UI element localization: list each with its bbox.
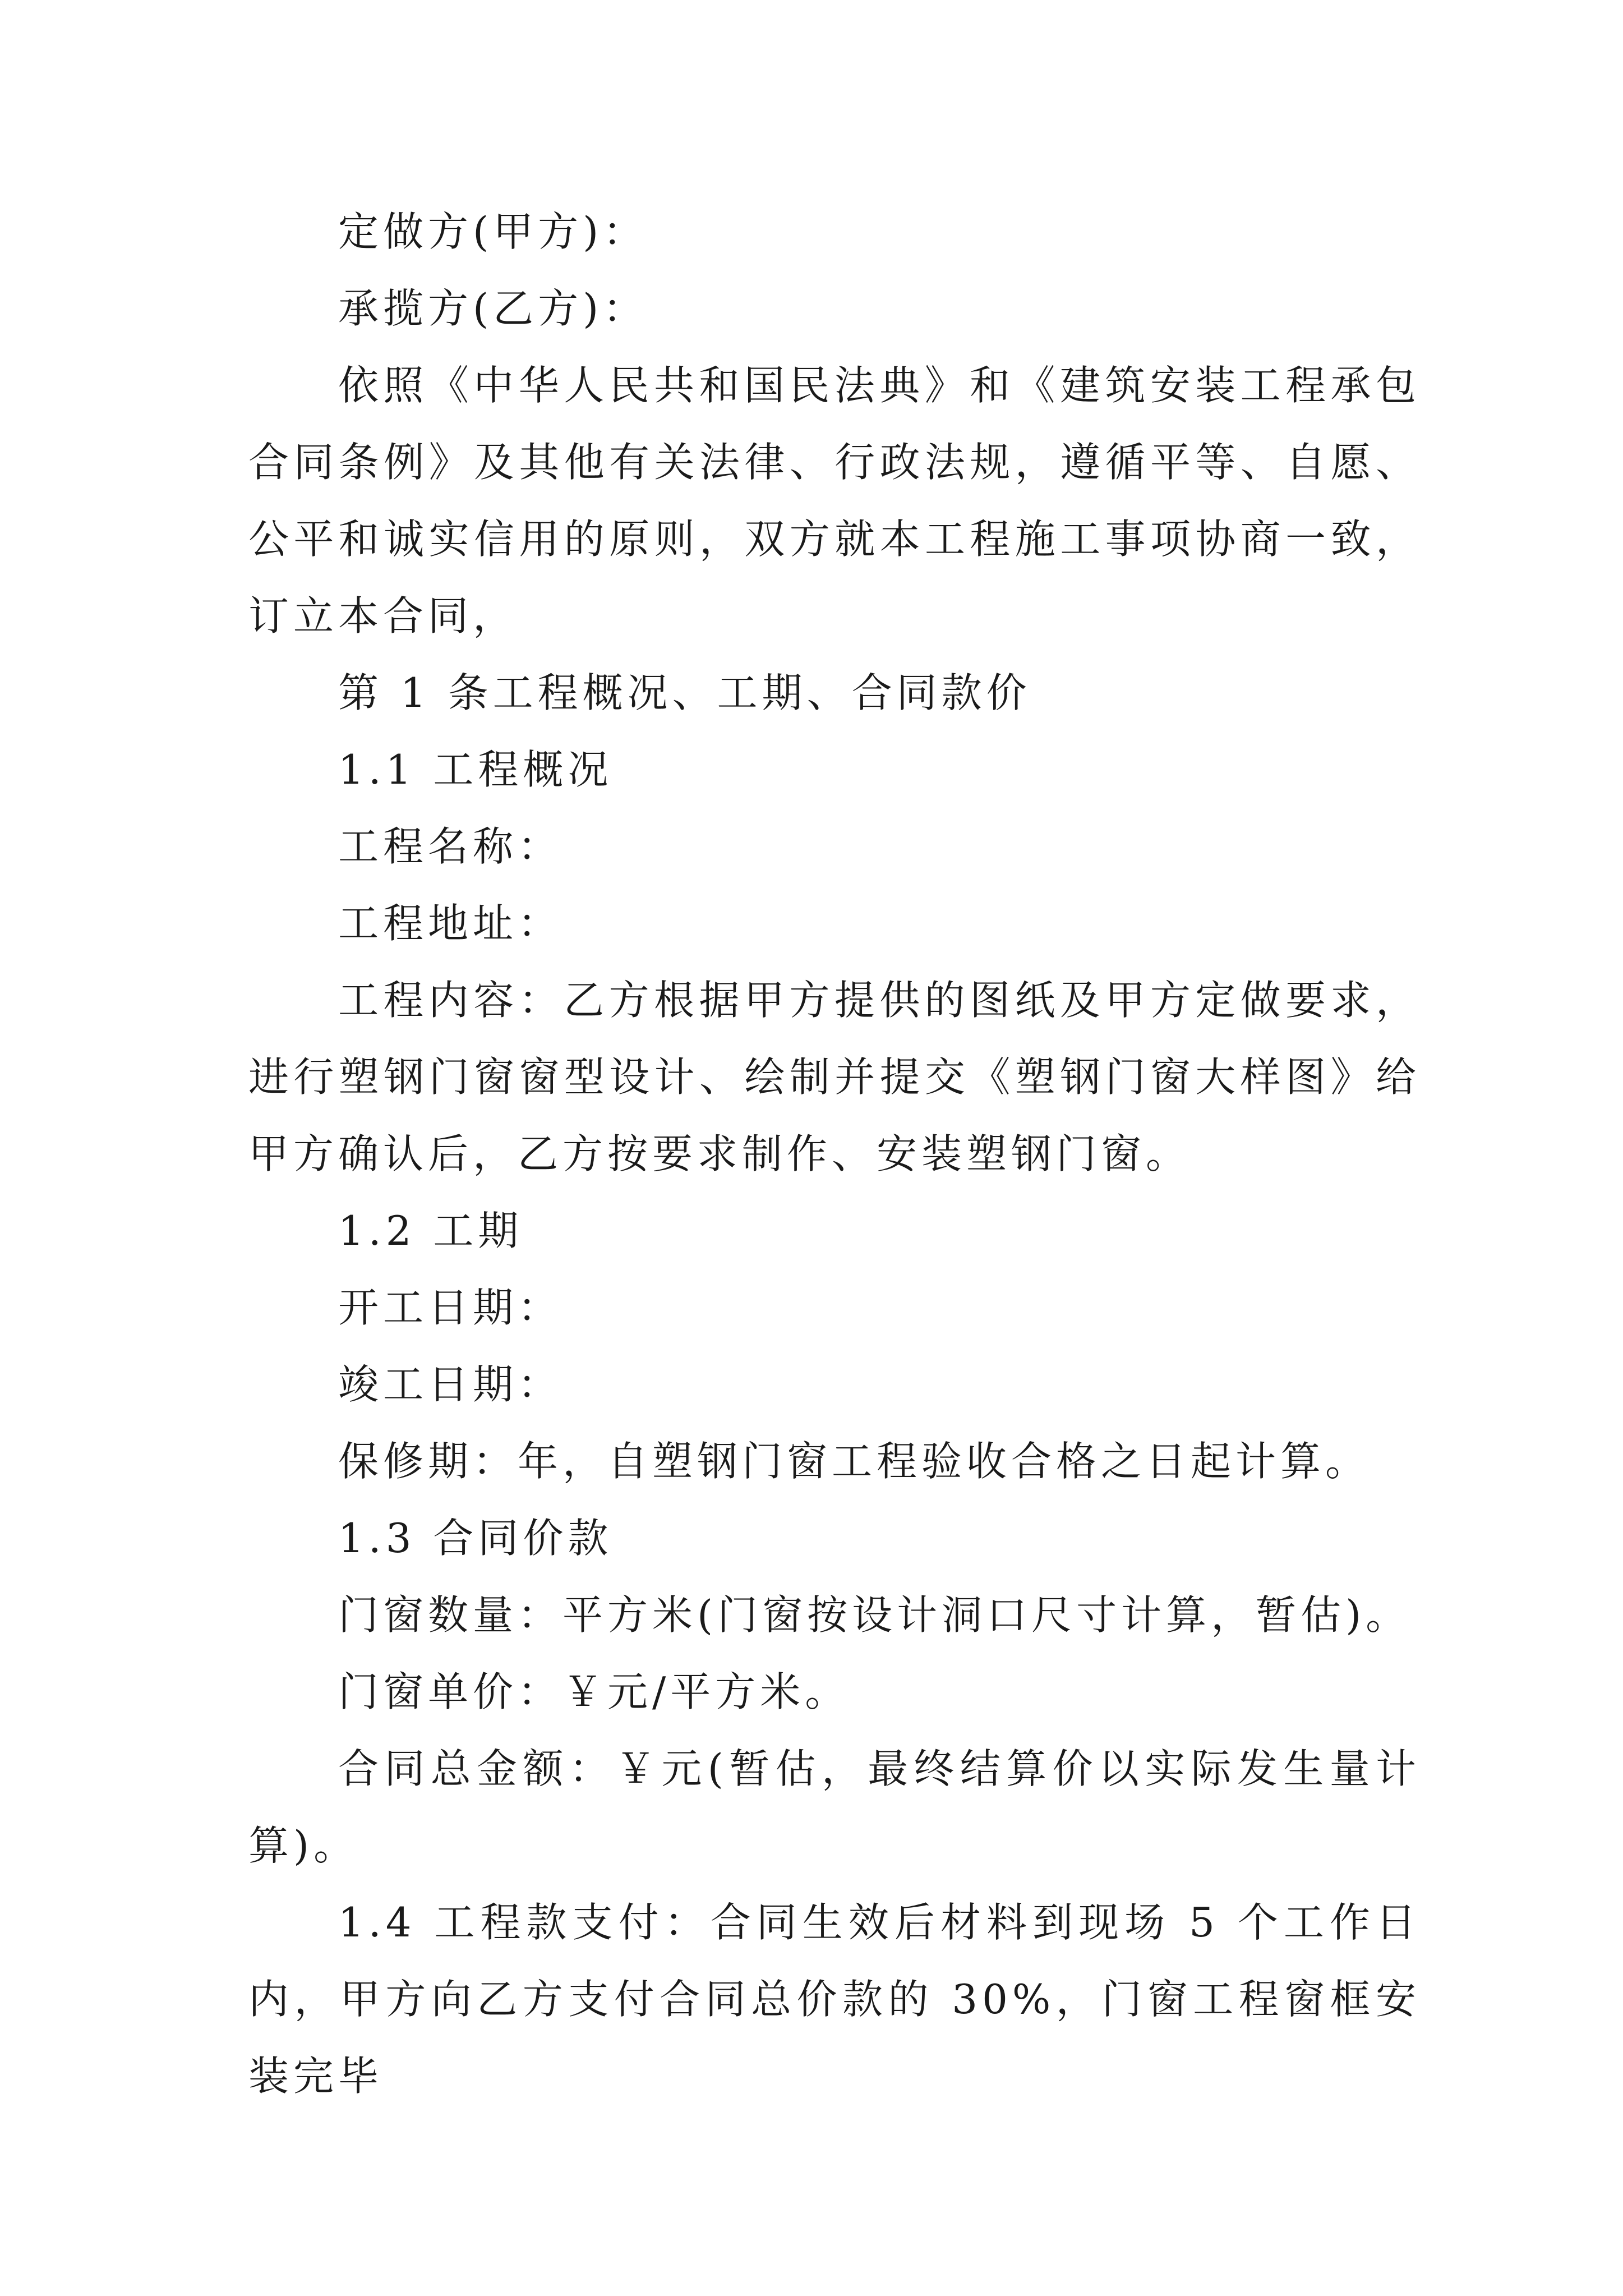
- article-1-heading: 第 1 条工程概况、工期、合同款价: [338, 669, 1031, 716]
- paragraph-project-content: 工程内容：乙方根据甲方提供的图纸及甲方定做要求，进行塑钢门窗窗型设计、绘制并提交《塑钢门窗大样图》给甲方确认后，乙方按要求制作、安装塑钢门窗。: [248, 977, 1421, 1177]
- paragraph-preamble: 依照《中华人民共和国民法典》和《建筑安装工程承包合同条例》及其他有关法律、行政法规，遵循平等、自愿、公平和诚实信用的原则，双方就本工程施工事项协商一致，订立本合同，: [248, 362, 1421, 639]
- paragraph-project-name: 工程名称：: [338, 823, 563, 870]
- paragraph-window-quantity: 门窗数量：平方米(门窗按设计洞口尺寸计算，暂估)。: [338, 1591, 1411, 1639]
- paragraph-warranty: 保修期：年，自塑钢门窗工程验收合格之日起计算。: [338, 1438, 1371, 1485]
- paragraph-start-date: 开工日期：: [338, 1284, 563, 1331]
- paragraph-payment: 1.4 工程款支付：合同生效后材料到现场 5 个工作日内，甲方向乙方支付合同总价款的 30%，门窗工程窗框安装完毕: [248, 1899, 1421, 2100]
- section-1-3-heading: 1.3 合同价款: [338, 1515, 613, 1562]
- paragraph-party-a: 定做方(甲方)：: [338, 208, 648, 255]
- paragraph-completion-date: 竣工日期：: [338, 1361, 563, 1408]
- section-1-2-heading: 1.2 工期: [338, 1207, 523, 1254]
- paragraph-unit-price: 门窗单价：￥元/平方米。: [338, 1668, 850, 1715]
- paragraph-total-amount: 合同总金额：￥元(暂估，最终结算价以实际发生量计算)。: [248, 1745, 1421, 1869]
- paragraph-project-address: 工程地址：: [338, 900, 563, 947]
- document-body: [248, 194, 1421, 2115]
- paragraph-party-b: 承揽方(乙方)：: [338, 285, 648, 332]
- section-1-1-heading: 1.1 工程概况: [338, 746, 613, 793]
